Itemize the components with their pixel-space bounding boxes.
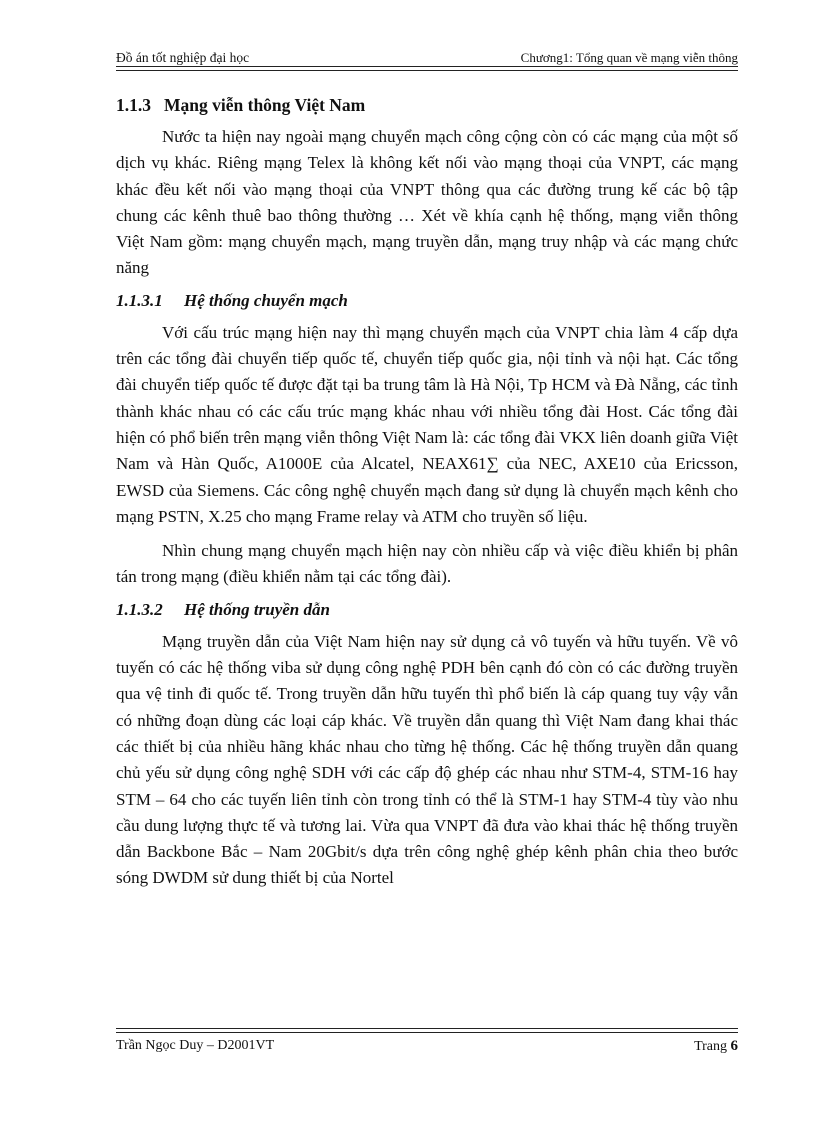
section-title: Mạng viễn thông Việt Nam [164,95,366,115]
section-heading [116,92,738,118]
footer-rule [116,1032,738,1033]
subsection-heading-transmission [116,597,738,623]
subsection-number: 1.1.3.1 [116,290,163,310]
subsection-number: 1.1.3.2 [116,599,163,619]
page-footer [116,1036,738,1060]
page-header [116,46,738,68]
transmission-paragraph-1: Mạng truyền dẫn của Việt Nam hiện nay sử dụng cả vô tuyến và hữu tuyến. Về vô tuyến có các hệ thống viba sử dụng công nghệ PDH bên cạnh đó còn có các đường truyền qua vệ tinh đi quốc tế. Trong truyền dẫn hữu tuyến thì phổ biến là cáp quang tuy vậy vẫn có những đoạn dùng các loại cáp khác. Về truyền dẫn quang thì Việt Nam đang khai thác các thiết bị của nhiều hãng khác nhau cho từng hệ thống. Các hệ thống truyền dẫn quang chủ yếu sử dụng công nghệ SDH với các cấp độ ghép các nhau như STM-4, STM-16 hay STM – 64 cho các tuyến liên tỉnh còn trong tỉnh có thể là STM-1 hay STM-4 tùy vào nhu cầu dung lượng thực tế và tương lai. Vừa qua VNPT đã đưa vào khai thác hệ thống truyền dẫn Backbone Bắc – Nam 20Gbit/s dựa trên công nghệ ghép kênh phân chia theo bước sóng DWDM sử dung thiết bị của Nortel [116,631,738,888]
section-number: 1.1.3 [116,95,151,115]
switching-paragraph-1: Với cấu trúc mạng hiện nay thì mạng chuyển mạch của VNPT chia làm 4 cấp dựa trên các tổng đài chuyển tiếp quốc tế, chuyển tiếp quốc gia, nội tỉnh và nội hạt. Các tổng đài chuyển tiếp quốc tế được đặt tại ba trung tâm là Hà Nội, Tp HCM và Đà Nẵng, các tỉnh thành khác nhau có các cấu trúc mạng khác nhau với nhiều tổng đài Host. Các tổng đài hiện có phổ biến trên mạng viễn thông Việt Nam là: các tổng đài VKX liên doanh giữa Việt Nam và Hàn Quốc, A1000E của Alcatel, NEAX61∑ của NEC, AXE10 của Ericsson, EWSD của Siemens. Các công nghệ chuyển mạch đang sử dụng là chuyển mạch kênh cho mạng PSTN, X.25 cho mạng Frame relay và ATM cho truyền số liệu. [116,322,738,526]
page-label: Trang [694,1039,727,1054]
subsection-title: Hệ thống truyền dẫn [184,599,330,619]
subsection-heading-switching [116,288,738,314]
header-rule [116,66,738,67]
switching-paragraph-2: Nhìn chung mạng chuyển mạch hiện nay còn nhiều cấp và việc điều khiển bị phân tán trong mạng (điều khiển nằm tại các tổng đài). [116,541,738,587]
page-content [116,92,738,892]
header-rule-secondary [116,70,738,71]
footer-rule-secondary [116,1028,738,1029]
footer-page [694,1038,738,1055]
section-paragraph: Nước ta hiện nay ngoài mạng chuyển mạch công cộng còn có các mạng của một số dịch vụ khác. Riêng mạng Telex là không kết nối vào mạng thoại của VNPT, các mạng khác đều kết nối vào mạng thoại của VNPT thông qua các đường trung kế các bộ tập chung các kênh thuê bao thông thường … Xét về khía cạnh hệ thống, mạng viễn thông Việt Nam gồm: mạng chuyển mạch, mạng truyền dẫn, mạng truy nhập và các mạng chức năng [116,127,738,278]
footer-author: Trần Ngọc Duy – D2001VT [116,1038,275,1053]
subsection-title: Hệ thống chuyển mạch [184,290,348,310]
page-number: 6 [730,1038,738,1054]
header-chapter-title: Chương1: Tổng quan về mạng viễn thông [520,50,738,65]
header-document-title: Đồ án tốt nghiệp đại học [116,50,250,65]
